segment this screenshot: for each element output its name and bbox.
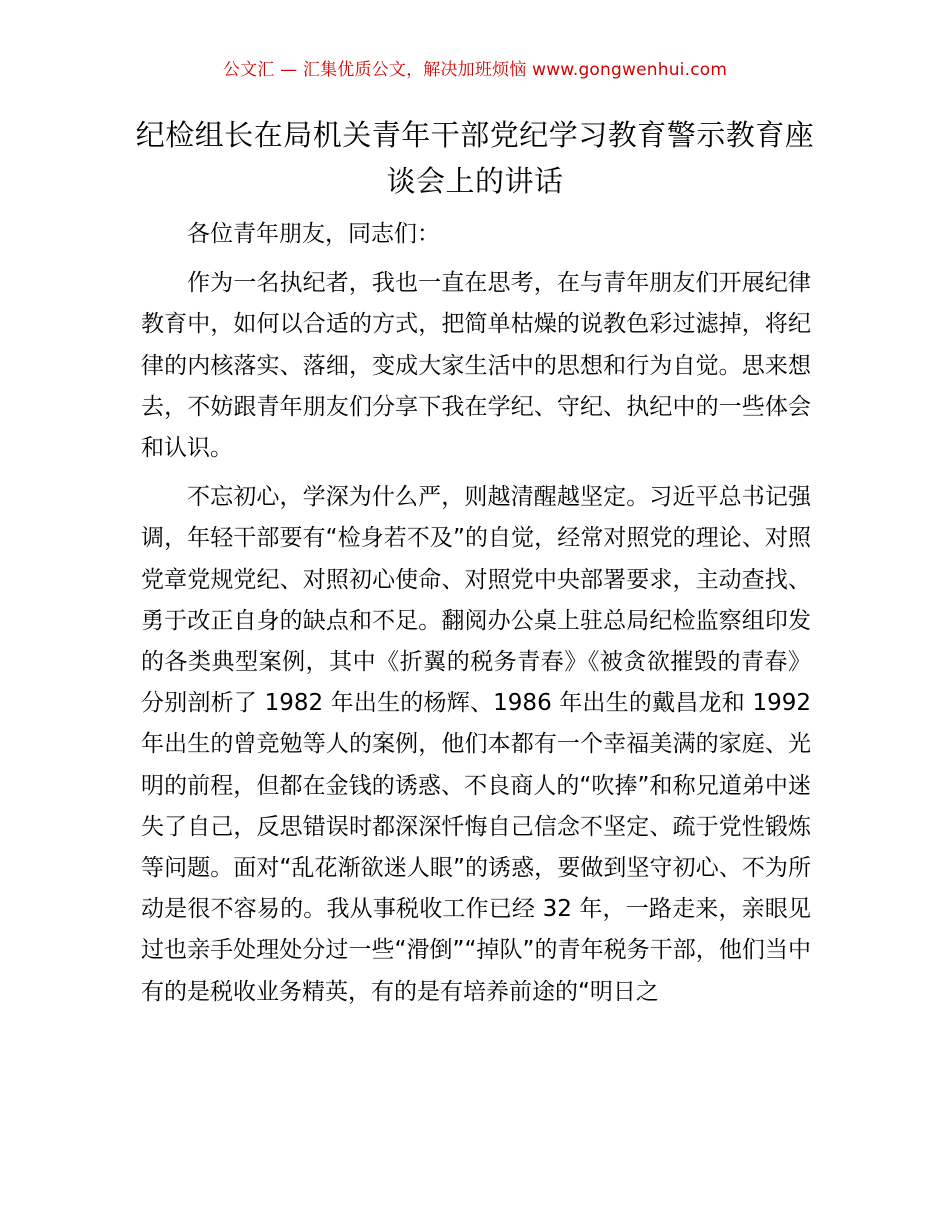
document-title: 纪检组长在局机关青年干部党纪学习教育警示教育座谈会上的讲话	[135, 118, 815, 198]
salutation: 各位青年朋友，同志们：	[187, 221, 440, 247]
site-header-banner: 公文汇 — 汇集优质公文，解决加班烦恼 www.gongwenhui.com	[222, 60, 728, 80]
paragraph-1: 作为一名执纪者，我也一直在思考，在与青年朋友们开展纪律教育中，如何以合适的方式，把简单枯燥的说教色彩过滤掉，将纪律的内核落实、落细，变成大家生活中的思想和行为自觉。思来想去，不妨跟青年朋友们分享下我在学纪、守纪、执纪中的一些体会和认识。	[141, 270, 811, 462]
document-body	[141, 214, 811, 1013]
paragraph-2: 不忘初心，学深为什么严，则越清醒越坚定。习近平总书记强调，年轻干部要有“检身若不及”的自觉，经常对照党的理论、对照党章党规党纪、对照初心使命、对照党中央部署要求，主动查找、勇于改正自身的缺点和不足。翻阅办公桌上驻总局纪检监察组印发的各类典型案例，其中《折翼的税务青春》《被贪欲摧毁的青春》分别剖析了 1982 年出生的杨辉、1986 年出生的戴昌龙和 1992 年出生的曾竞勉等人的案例，他们本都有一个幸福美满的家庭、光明的前程，但都在金钱的诱惑、不良商人的“吹捧”和称兄道弟中迷失了自己，反思错误时都深深忏悔自己信念不坚定、疏于党性锻炼等问题。面对“乱花渐欲迷人眼”的诱惑，要做到坚守初心、不为所动是很不容易的。我从事税收工作已经 32 年，一路走来，亲眼见过也亲手处理处分过一些“滑倒”“掉队”的青年税务干部，他们当中有的是税收业务精英，有的是有培养前途的“明日之	[141, 484, 811, 1005]
